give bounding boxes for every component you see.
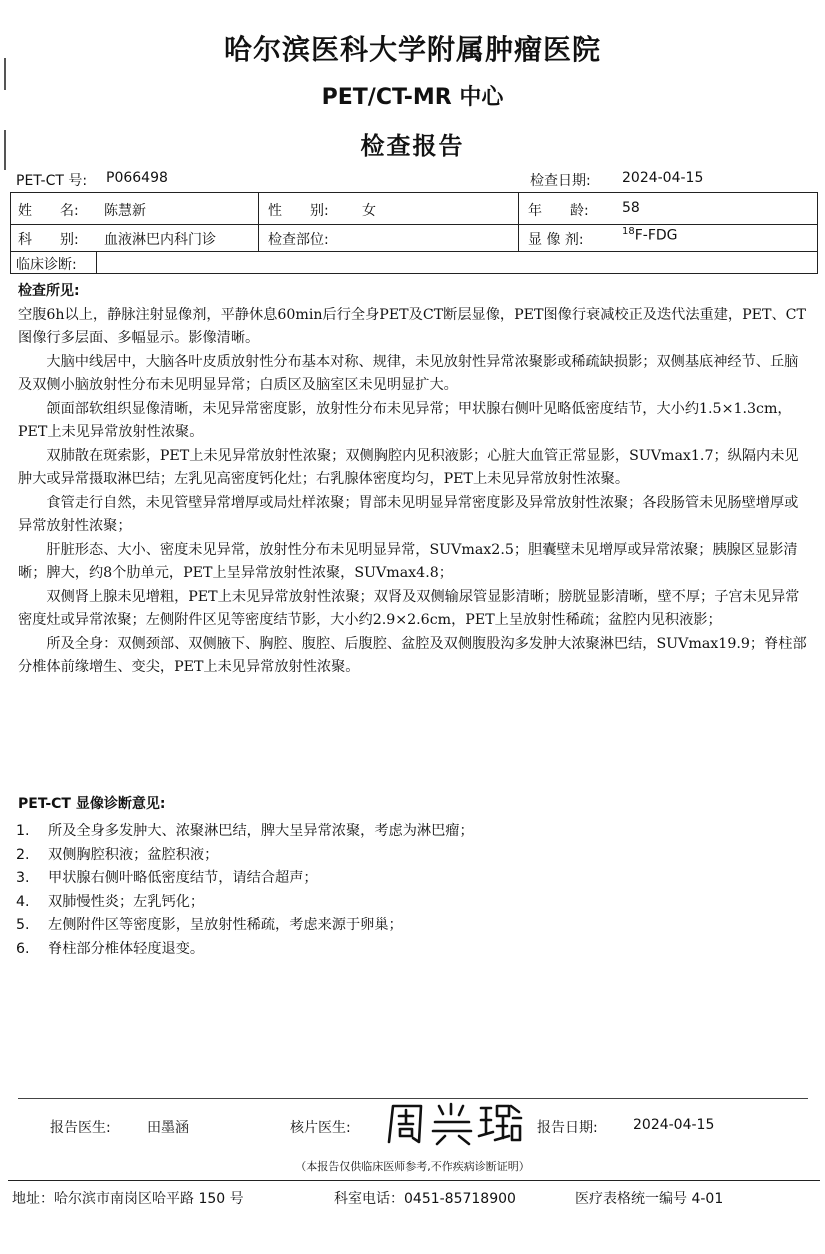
diagnosis-text: 甲状腺右侧叶略低密度结节，请结合超声； bbox=[48, 870, 318, 887]
footer-address: 地址：哈尔滨市南岗区哈平路 150 号 bbox=[12, 1191, 244, 1207]
exam-date-label: 检查日期: bbox=[530, 173, 591, 189]
diagnosis-title: PET-CT 显像诊断意见: bbox=[18, 796, 166, 812]
diagnosis-number: 4. bbox=[16, 893, 30, 910]
review-doctor-signature bbox=[383, 1098, 523, 1148]
name-value: 陈慧新 bbox=[104, 203, 146, 219]
diagnosis-item bbox=[16, 820, 796, 844]
footer-rule bbox=[8, 1180, 820, 1181]
age-value: 58 bbox=[622, 200, 640, 216]
findings-paragraph: 颌面部软组织显像清晰，未见异常密度影，放射性分布未见异常；甲状腺右侧叶见略低密度结节，大小约1.5×1.3cm，PET上未见异常放射性浓聚。 bbox=[18, 400, 792, 440]
report-date-label: 报告日期: bbox=[537, 1120, 598, 1136]
diagnosis-item bbox=[16, 844, 796, 868]
site-label: 检查部位: bbox=[268, 232, 329, 248]
dept-value: 血液淋巴内科门诊 bbox=[104, 232, 216, 248]
hospital-name: 哈尔滨医科大学附属肿瘤医院 bbox=[223, 33, 601, 66]
diagnosis-number: 3. bbox=[16, 870, 30, 887]
sex-value: 女 bbox=[362, 203, 376, 219]
findings-paragraph: 双侧肾上腺未见增粗，PET上未见异常放射性浓聚；双肾及双侧输尿管显影清晰；膀胱显影清晰，壁不厚；子宫未见异常密度灶或异常浓聚；左侧附件区见等密度结节影，大小约2.9×2.6cm，PET上呈放射性稀疏；盆腔内见积液影； bbox=[18, 588, 800, 628]
report-doctor-label: 报告医生: bbox=[50, 1120, 111, 1136]
findings-paragraph: 肝脏形态、大小、密度未见异常，放射性分布未见明显异常，SUVmax2.5；胆囊壁未见增厚或异常浓聚；胰腺区显影清晰；脾大，约8个肋单元，PET上呈异常放射性浓聚，SUVmax4.8； bbox=[18, 541, 798, 581]
diagnosis-text: 双肺慢性炎；左乳钙化； bbox=[48, 893, 205, 910]
diagnosis-number: 6. bbox=[16, 940, 30, 957]
diagnosis-item bbox=[16, 914, 796, 938]
findings-title: 检查所见: bbox=[18, 283, 80, 299]
sex-label: 性 别: bbox=[268, 203, 329, 219]
findings-paragraph: 大脑中线居中，大脑各叶皮质放射性分布基本对称、规律，未见放射性异常浓聚影或稀疏缺损影；双侧基底神经节、丘脑及双侧小脑放射性分布未见明显异常；白质区及脑室区未见明显扩大。 bbox=[18, 353, 799, 393]
diagnosis-item bbox=[16, 938, 796, 962]
report-title: 检查报告 bbox=[360, 132, 465, 160]
center-name: PET/CT-MR 中心 bbox=[321, 85, 504, 110]
diagnosis-text: 左侧附件区等密度影，呈放射性稀疏，考虑来源于卵巢； bbox=[48, 917, 403, 934]
findings-section bbox=[18, 280, 808, 680]
exam-date-value: 2024-04-15 bbox=[622, 170, 704, 186]
agent-isotope: 18 bbox=[622, 226, 635, 237]
diagnosis-list bbox=[16, 820, 796, 962]
diagnosis-text: 所及全身多发肿大、浓聚淋巴结，脾大呈异常浓聚，考虑为淋巴瘤； bbox=[48, 823, 474, 839]
disclaimer: （本报告仅供临床医师参考,不作疾病诊断证明） bbox=[295, 1160, 530, 1173]
findings-paragraph: 双肺散在斑索影，PET上未见异常放射性浓聚；双侧胸腔内见积液影；心脏大血管正常显影，SUVmax1.7；纵隔内未见肿大或异常摄取淋巴结；左乳见高密度钙化灶；右乳腺体密度均匀，PET上未见异常放射性浓聚。 bbox=[18, 447, 799, 487]
diagnosis-text: 双侧胸腔积液；盆腔积液； bbox=[48, 846, 219, 863]
review-doctor-label: 核片医生: bbox=[290, 1120, 351, 1136]
agent-value bbox=[622, 226, 678, 244]
footer-phone: 科室电话：0451-85718900 bbox=[334, 1191, 516, 1207]
agent-label: 显 像 剂: bbox=[528, 232, 584, 248]
diagnosis-number: 1. bbox=[16, 823, 30, 839]
name-label: 姓 名: bbox=[18, 203, 79, 219]
age-label: 年 龄: bbox=[528, 203, 589, 219]
diagnosis-item bbox=[16, 867, 796, 891]
findings-paragraph: 食管走行自然，未见管壁异常增厚或局灶样浓聚；胃部未见明显异常密度影及异常放射性浓聚；各段肠管未见肠壁增厚或异常放射性浓聚； bbox=[18, 494, 799, 534]
report-doctor-name: 田墨涵 bbox=[147, 1120, 189, 1136]
dept-label: 科 别: bbox=[18, 232, 79, 248]
petct-no-label: PET-CT 号: bbox=[16, 173, 88, 189]
clinical-label: 临床诊断: bbox=[16, 257, 77, 273]
diagnosis-item bbox=[16, 891, 796, 915]
petct-no-value: P066498 bbox=[106, 170, 168, 186]
findings-paragraph: 空腹6h以上，静脉注射显像剂，平静休息60min后行全身PET及CT断层显像，PET图像行衰减校正及迭代法重建，PET、CT图像行多层面、多幅显示。影像清晰。 bbox=[18, 306, 806, 346]
diagnosis-number: 2. bbox=[16, 846, 30, 863]
agent-name: F-FDG bbox=[634, 227, 678, 244]
diagnosis-number: 5. bbox=[16, 917, 30, 934]
report-date-value: 2024-04-15 bbox=[633, 1117, 715, 1133]
findings-paragraph: 所及全身：双侧颈部、双侧腋下、胸腔、腹腔、后腹腔、盆腔及双侧腹股沟多发肿大浓聚淋巴结，SUVmax19.9；脊柱部分椎体前缘增生、变尖，PET上未见异常放射性浓聚。 bbox=[18, 635, 807, 675]
footer-form-no: 医疗表格统一编号 4-01 bbox=[575, 1191, 724, 1207]
diagnosis-text: 脊柱部分椎体轻度退变。 bbox=[48, 940, 205, 957]
